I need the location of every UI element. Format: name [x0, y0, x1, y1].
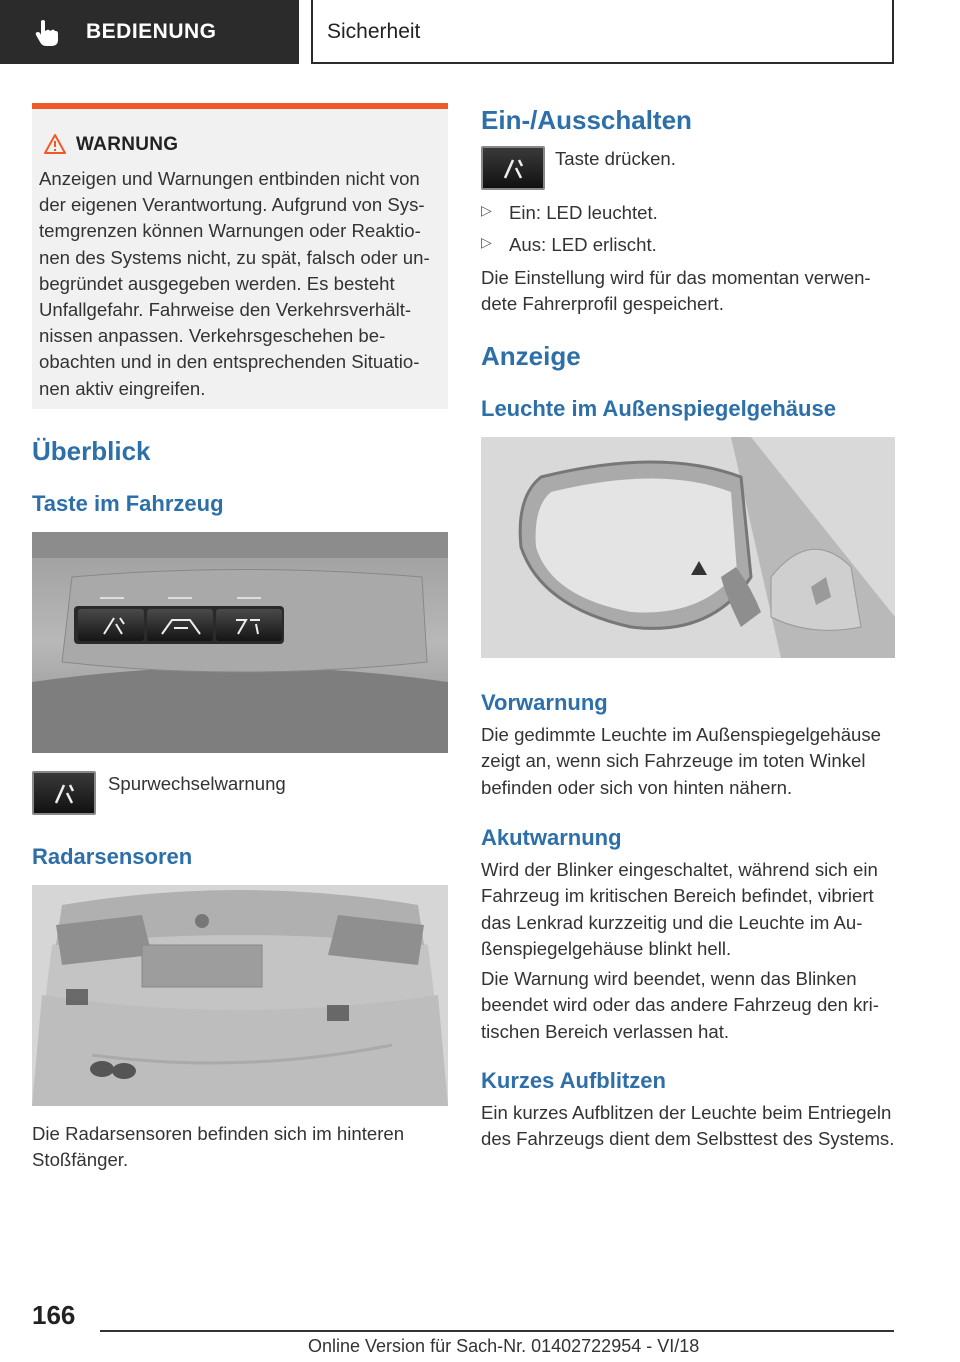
rear-bumper-photo: [32, 885, 448, 1106]
mirror-heading: Leuchte im Außenspiegelgehäuse: [481, 396, 836, 421]
lane-change-button-icon: [32, 771, 96, 815]
lane-change-button-icon-2: [481, 146, 545, 190]
radar-text: Die Radarsensoren befinden sich im hinteren Stoßfänger.: [32, 1123, 405, 1171]
page-number: 166: [32, 1300, 76, 1330]
side-mirror-photo: [481, 437, 895, 658]
warning-title: WARNUNG: [76, 134, 179, 155]
flash-text: Ein kurzes Aufblitzen der Leuchte beim Entriegeln des Fahrzeugs dient dem Selbsttest des Systems.: [481, 1102, 895, 1150]
section-label: BEDIENUNG: [86, 20, 217, 43]
onoff-instruction: Taste drücken.: [555, 148, 676, 169]
onoff-note: Die Einstellung wird für das momentan verwendete Fahrerprofil gespeichert.: [481, 267, 871, 315]
chapter-header: [311, 0, 894, 64]
flash-heading: Kurzes Aufblitzen: [481, 1068, 666, 1093]
footer-text: Online Version für Sach-Nr. 01402722954 - VI/18: [308, 1336, 700, 1356]
chapter-label: Sicherheit: [327, 20, 421, 43]
list-item-text: Ein: LED leuchtet.: [509, 202, 658, 223]
warning-triangle-icon: [44, 134, 66, 154]
warning-box: [32, 103, 448, 409]
radar-heading: Radarsensoren: [32, 844, 193, 869]
prewarning-text: Die gedimmte Leuchte im Außenspiegelgehäuse zeigt an, wenn sich Fahrzeuge im toten Winkel befinden oder sich von hinten nähern.: [481, 724, 882, 798]
prewarning-heading: Vorwarnung: [481, 690, 608, 715]
footer-divider: [100, 1330, 894, 1332]
display-heading: Anzeige: [481, 341, 581, 371]
triangle-bullet-icon: ▷: [481, 202, 492, 218]
section-tab: [0, 0, 299, 64]
onoff-heading: Ein-/Ausschalten: [481, 105, 692, 135]
acute-heading: Akutwarnung: [481, 825, 622, 850]
acute-text-2: Die Warnung wird beendet, wenn das Blinken beendet wird oder das andere Fahrzeug den kritischen Bereich verlassen hat.: [481, 968, 879, 1042]
triangle-bullet-icon: ▷: [481, 234, 492, 250]
acute-text-1: Wird der Blinker eingeschaltet, während sich ein Fahrzeug im kritischen Bereich befindet, vibriert das Lenkrad kurzzeitig und die Leuchte im Außenspiegelgehäuse blinkt hell.: [481, 859, 878, 960]
button-caption: Spurwechselwarnung: [108, 773, 286, 794]
overview-heading: Überblick: [32, 436, 151, 466]
warning-text: Anzeigen und Warnungen entbinden nicht von der eigenen Verantwortung. Aufgrund von Systemgrenzen können Warnungen oder Reaktionen des Systems nicht, zu spät, falsch oder unbegründet ausgegeben werden. Es besteht Unfallgefahr. Fahrweise den Verkehrsverhältnissen anpassen. Verkehrsgeschehen beobachten und in den entsprechenden Situationen aktiv eingreifen.: [39, 168, 430, 399]
button-panel-photo: [32, 532, 448, 753]
list-item-text: Aus: LED erlischt.: [509, 234, 657, 255]
hand-pointer-icon: [32, 18, 62, 48]
button-heading: Taste im Fahrzeug: [32, 491, 224, 516]
